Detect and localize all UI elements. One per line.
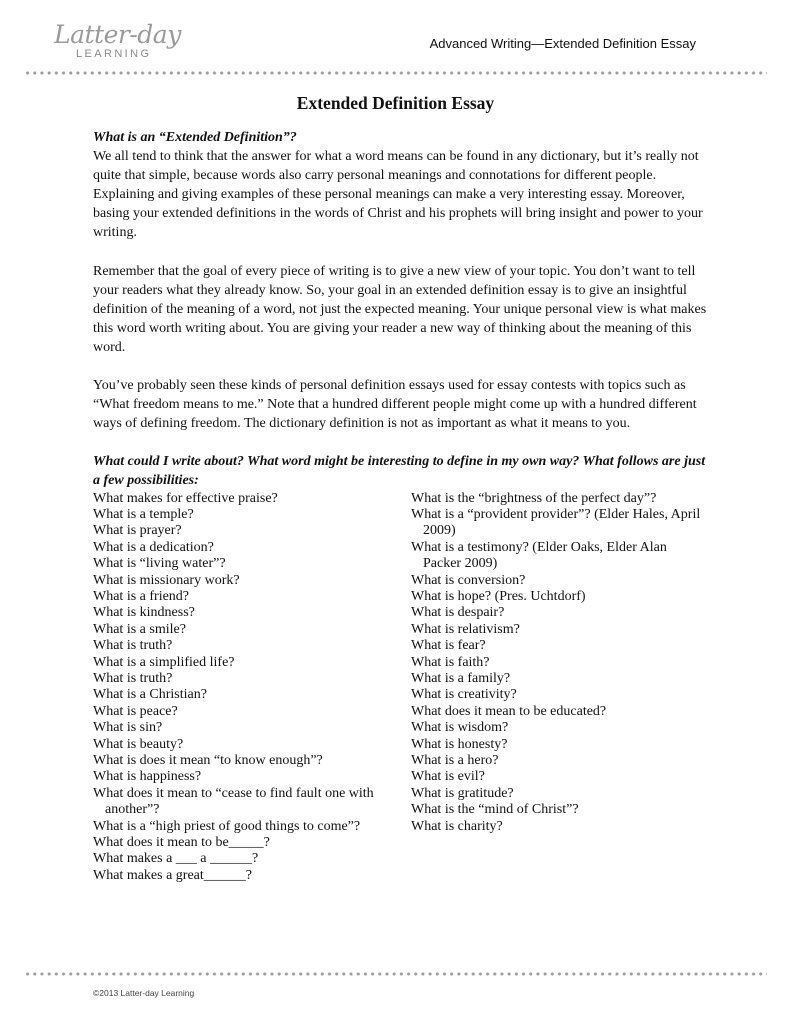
topic-list-item: What makes for effective praise? (93, 490, 278, 506)
topic-list-item: What is does it mean “to know enough”? (93, 753, 323, 768)
topic-list-item: What is the “mind of Christ”? (411, 802, 579, 818)
topic-list-item: What does it mean to be_____? (93, 835, 270, 851)
topic-list-item: What is despair? (411, 605, 505, 621)
topic-list-item: What is evil? (411, 769, 485, 785)
bottom-dotted-divider (24, 972, 767, 976)
topic-list-item: What is a hero? (411, 753, 499, 768)
paragraph: You’ve probably seen these kinds of personal definition essays used for essay contests with topics such as “What freedom means to me.” Note that a hundred different people might come up with a hundred different ways of defining freedom. The dictionary definition is not as important as what it means to you. (93, 378, 697, 432)
topic-list-item: What makes a ___ a ______? (93, 851, 259, 867)
topic-list-item: What is faith? (411, 654, 490, 670)
topic-list-item: What does it mean to “cease to find fault one with another”? (93, 785, 374, 818)
topic-list-item: What is a family? (411, 670, 511, 686)
section-heading-extended-definition: What is an “Extended Definition”? (93, 130, 297, 145)
topic-list-item: What is conversion? (411, 572, 526, 588)
topic-list-item: What is peace? (93, 703, 178, 719)
topic-list-item: What is gratitude? (411, 785, 514, 801)
topic-list-item: What is missionary work? (93, 572, 240, 588)
topic-list-item: What is a dedication? (93, 539, 214, 555)
topic-list-item: What does it mean to be educated? (411, 703, 607, 719)
topic-list-item: What is the “brightness of the perfect day”? (411, 490, 657, 506)
footer-copyright: ©2013 Latter-day Learning (93, 988, 195, 998)
topic-list-item: What is creativity? (411, 687, 517, 703)
topic-list-item: What is a friend? (93, 588, 190, 604)
topic-list-item: What is sin? (93, 720, 163, 736)
topic-list-item: What is charity? (411, 818, 503, 834)
logo-script-text: Latter-day (54, 20, 181, 49)
topic-list-item: What is fear? (411, 638, 486, 654)
topic-list-item: What is a simplified life? (93, 654, 235, 670)
topic-list-item: What is “living water”? (93, 556, 226, 572)
logo (46, 20, 181, 66)
topic-list-item: What is wisdom? (411, 720, 509, 736)
page-title: Extended Definition Essay (296, 93, 495, 113)
topic-list-item: What is a “provident provider”? (Elder Hales, April 2009) (411, 506, 701, 539)
topic-list-item: What is relativism? (411, 621, 520, 637)
topic-list-item: What is honesty? (411, 736, 508, 752)
topic-list-item: What is happiness? (93, 769, 202, 785)
running-header-title: Advanced Writing—Extended Definition Essay (429, 36, 696, 51)
topic-list-left (93, 491, 411, 885)
topic-list-item: What is truth? (93, 638, 173, 654)
topic-list-item: What is hope? (Pres. Uchtdorf) (411, 588, 586, 604)
topic-list-item: What is a testimony? (Elder Oaks, Elder Alan Packer 2009) (411, 539, 667, 572)
topic-list-item: What is a temple? (93, 506, 194, 522)
topic-columns (93, 491, 708, 885)
topic-list-item: What is truth? (93, 670, 173, 686)
topic-list-item: What is a smile? (93, 621, 186, 637)
topic-list-item: What is a “high priest of good things to come”? (93, 818, 361, 834)
topic-list-item: What is kindness? (93, 605, 195, 621)
topic-list-item: What is prayer? (93, 523, 182, 539)
topic-list-item: What is a Christian? (93, 687, 207, 703)
section-heading-possibilities: What could I write about? What word might be interesting to define in my own way? What follows are just a few possibilities: (93, 454, 706, 489)
topic-list-right (411, 491, 708, 885)
paragraph: We all tend to think that the answer for what a word means can be found in any dictionary, but it’s really not quite that simple, because words also carry personal meanings and connotations for different people. Explaining and giving examples of these personal meanings can make a very interesting essay. Moreover, basing your extended definitions in the words of Christ and his prophets will bring insight and power to your writing. (93, 149, 703, 241)
document-body (93, 128, 708, 884)
paragraph: Remember that the goal of every piece of writing is to give a new view of your topic. You don’t want to tell your readers what they already know. So, your goal in an extended definition essay is to give an insightful definition of the meaning of a word, not just the expected meaning. Your unique personal view is what makes this word worth writing about. You are giving your reader a new way of thinking about the meaning of this word. (93, 263, 707, 355)
logo-caps-text: LEARNING (76, 48, 152, 60)
topic-list-item: What is beauty? (93, 736, 184, 752)
topic-list-item: What makes a great______? (93, 867, 252, 883)
top-dotted-divider (24, 71, 767, 75)
